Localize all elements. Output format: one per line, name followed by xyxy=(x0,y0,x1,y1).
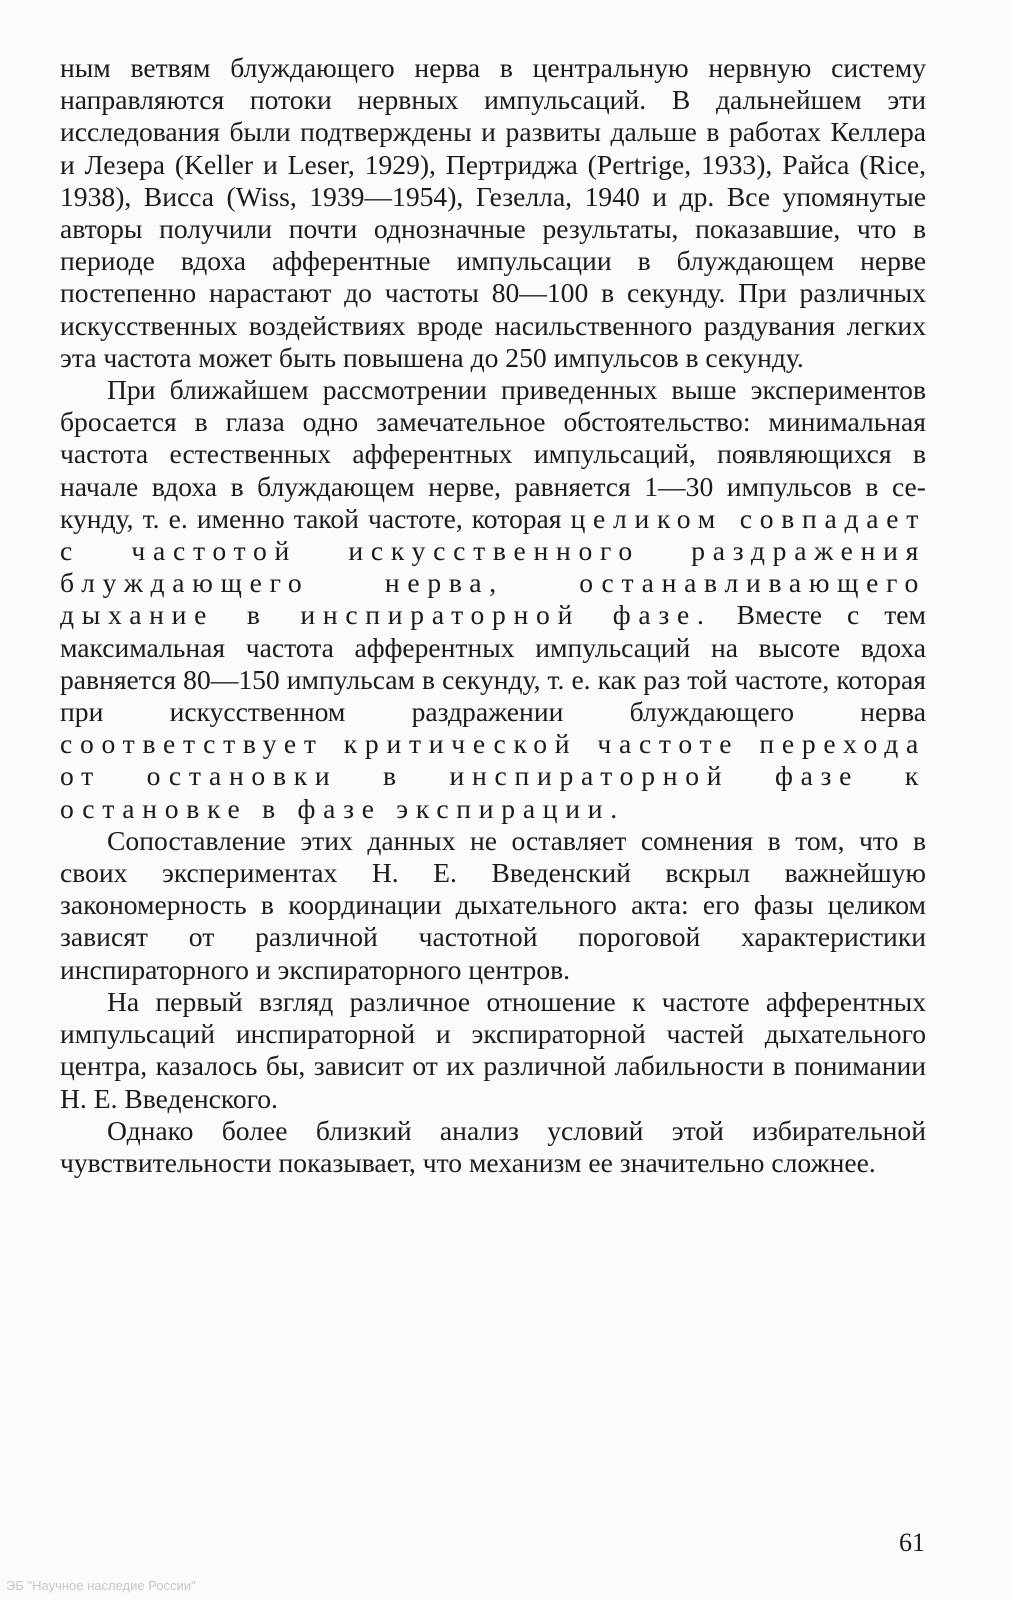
library-watermark: ЭБ "Научное наследие России" xyxy=(6,1578,196,1593)
text-run: ным ветвям блуждающего нерва в центральную нервную систему направляются потоки нервных импульсаций. В дальнейшем эти исследования были подтверждены и развиты дальше в работах Келлера и Лезера (Keller и Leser, 1929), Пертриджа (Pertrige, 1933), Райса (Rice, 1938), Висса (Wiss, 1939—1954), Гезелла, 1940 и др. Все упомянутые авторы получили почти однозначные результаты, показавшие, что в периоде вдоха афферентные импульсации в блуждающем нерве постепенно нарастают до частоты 80—100 в секунду. При различных искусственных воздействиях вроде насильственного раздувания легких эта частота может быть повышена до 250 импульсов в секунду. xyxy=(60,52,926,373)
text-run: Вместе с тем максимальная частота афферентных импульсаций на высоте вдоха равняется 80—150 импульсам в секунду, т. е. как раз той частоте, которая при искусственном раздражении блуждающего нерва xyxy=(60,599,926,728)
text-run: При ближайшем рассмотрении приведенных выше экспериментов бросается в глаза одно замечательное обстоятельство: минимальная частота естественных афферентных импульсаций, появляющихся в начале вдоха в блуждающем нерве, равняется 1—30 импульсов в секунду, т. е. именно такой частоте, которая xyxy=(60,374,926,534)
paragraph-3 xyxy=(60,825,926,986)
text-run: Однако более близкий анализ условий этой избирательной чувствительности показывает, что механизм ее значительно сложнее. xyxy=(60,1114,926,1178)
page-number: 61 xyxy=(899,1528,925,1557)
paragraph-2 xyxy=(60,374,926,825)
page-body xyxy=(60,52,926,1179)
paragraph-4 xyxy=(60,986,926,1115)
paragraph-1 xyxy=(60,52,926,374)
text-run: На первый взгляд различное отношение к частоте афферентных импульсаций инспираторной и экспираторной частей дыхательного центра, казалось бы, зависит от их различной лабильности в понимании Н. Е. Введенского. xyxy=(60,985,926,1114)
spaced-emphasis-run: целиком совпадает с частотой искусственного раздражения блуждающего нерва, останавливающего дыхание в инспираторной фазе. xyxy=(60,502,926,631)
paragraph-5 xyxy=(60,1115,926,1179)
spaced-emphasis-run: соответствует критической частоте перехода от остановки в инспираторной фазе к остановке в фазе экспирации. xyxy=(60,728,926,824)
text-run: Сопоставление этих данных не оставляет сомнения в том, что в своих экспериментах Н. Е. Введенский вскрыл важнейшую закономерность в координации дыхательного акта: его фазы целиком зависят от различной частотной пороговой характеристики инспираторного и экспираторного центров. xyxy=(60,824,926,985)
